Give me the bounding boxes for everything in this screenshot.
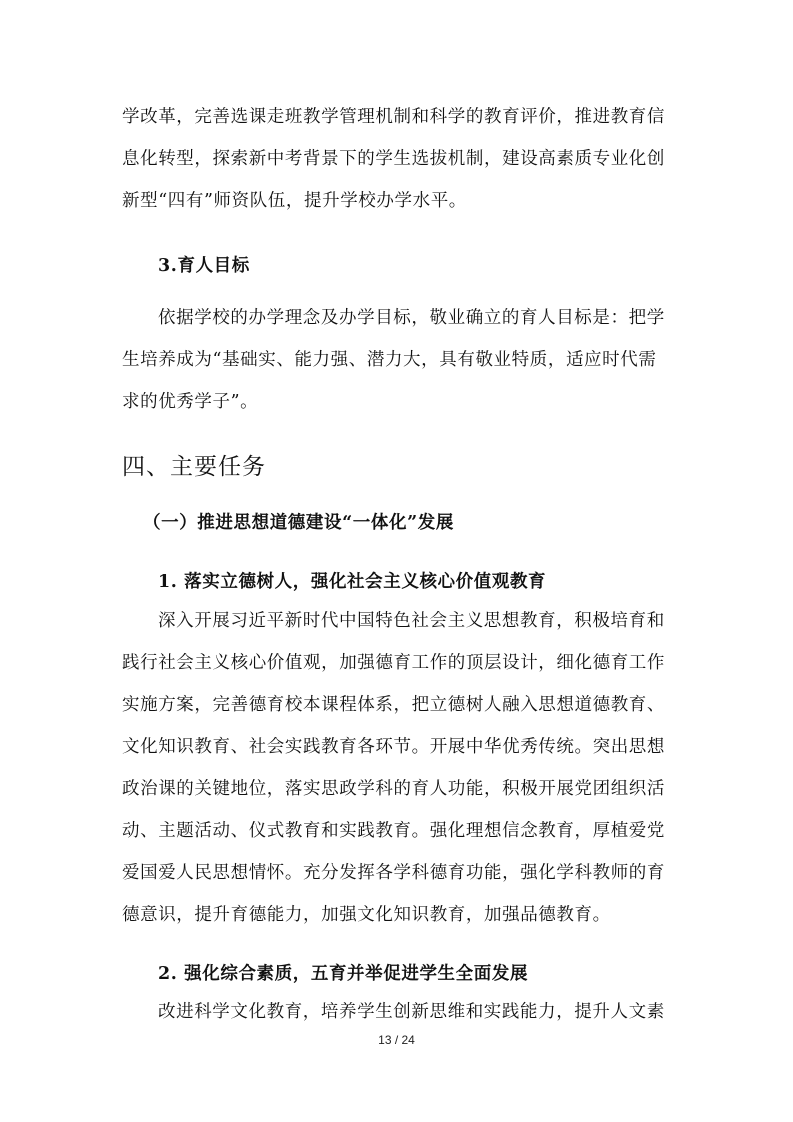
text-line: 文化知识教育、社会实践教育各环节。开展中华优秀传统。突出思想 <box>122 737 665 757</box>
text-line: 德意识，提升育德能力，加强文化知识教育，加强品德教育。 <box>122 905 611 925</box>
item1-paragraph <box>122 600 678 936</box>
paragraph-continuation <box>122 96 678 222</box>
text-line: 求的优秀学子”。 <box>122 392 259 412</box>
text-line: 改进科学文化教育，培养学生创新思维和实践能力，提升人文素 <box>158 1002 665 1022</box>
text-line: 息化转型，探索新中考背景下的学生选拔机制，建设高素质专业化创 <box>122 149 665 169</box>
item1-title: 1. 落实立德树人，强化社会主义核心价值观教育 <box>158 572 547 592</box>
text-line: 政治课的关键地位，落实思政学科的育人功能，积极开展党团组织活 <box>122 779 665 799</box>
page-number: 13 / 24 <box>378 1033 415 1047</box>
text-line: 爱国爱人民思想情怀。充分发挥各学科德育功能，强化学科教师的育 <box>122 863 665 883</box>
text-line: 深入开展习近平新时代中国特色社会主义思想教育，积极培育和 <box>158 611 665 631</box>
text-line: 实施方案，完善德育校本课程体系，把立德树人融入思想道德教育、 <box>122 695 665 715</box>
subsection-title: （一）推进思想道德建设“一体化”发展 <box>143 513 454 533</box>
item2-title: 2. 强化综合素质，五育并举促进学生全面发展 <box>158 964 529 984</box>
text-line: 新型“四有”师资队伍，提升学校办学水平。 <box>122 191 467 211</box>
heading-education-goal: 3.育人目标 <box>158 256 250 276</box>
text-line: 践行社会主义核心价值观，加强德育工作的顶层设计，细化德育工作 <box>122 653 665 673</box>
section-title: 四、主要任务 <box>122 454 266 480</box>
item2-paragraph <box>122 991 678 1033</box>
text-line: 生培养成为“基础实、能力强、潜力大，具有敬业特质，适应时代需 <box>122 350 657 370</box>
paragraph-education-goal <box>122 297 678 423</box>
text-line: 学改革，完善选课走班教学管理机制和科学的教育评价，推进教育信 <box>122 107 665 127</box>
text-line: 动、主题活动、仪式教育和实践教育。强化理想信念教育，厚植爱党 <box>122 821 665 841</box>
text-line: 依据学校的办学理念及办学目标，敬业确立的育人目标是：把学 <box>158 308 665 328</box>
